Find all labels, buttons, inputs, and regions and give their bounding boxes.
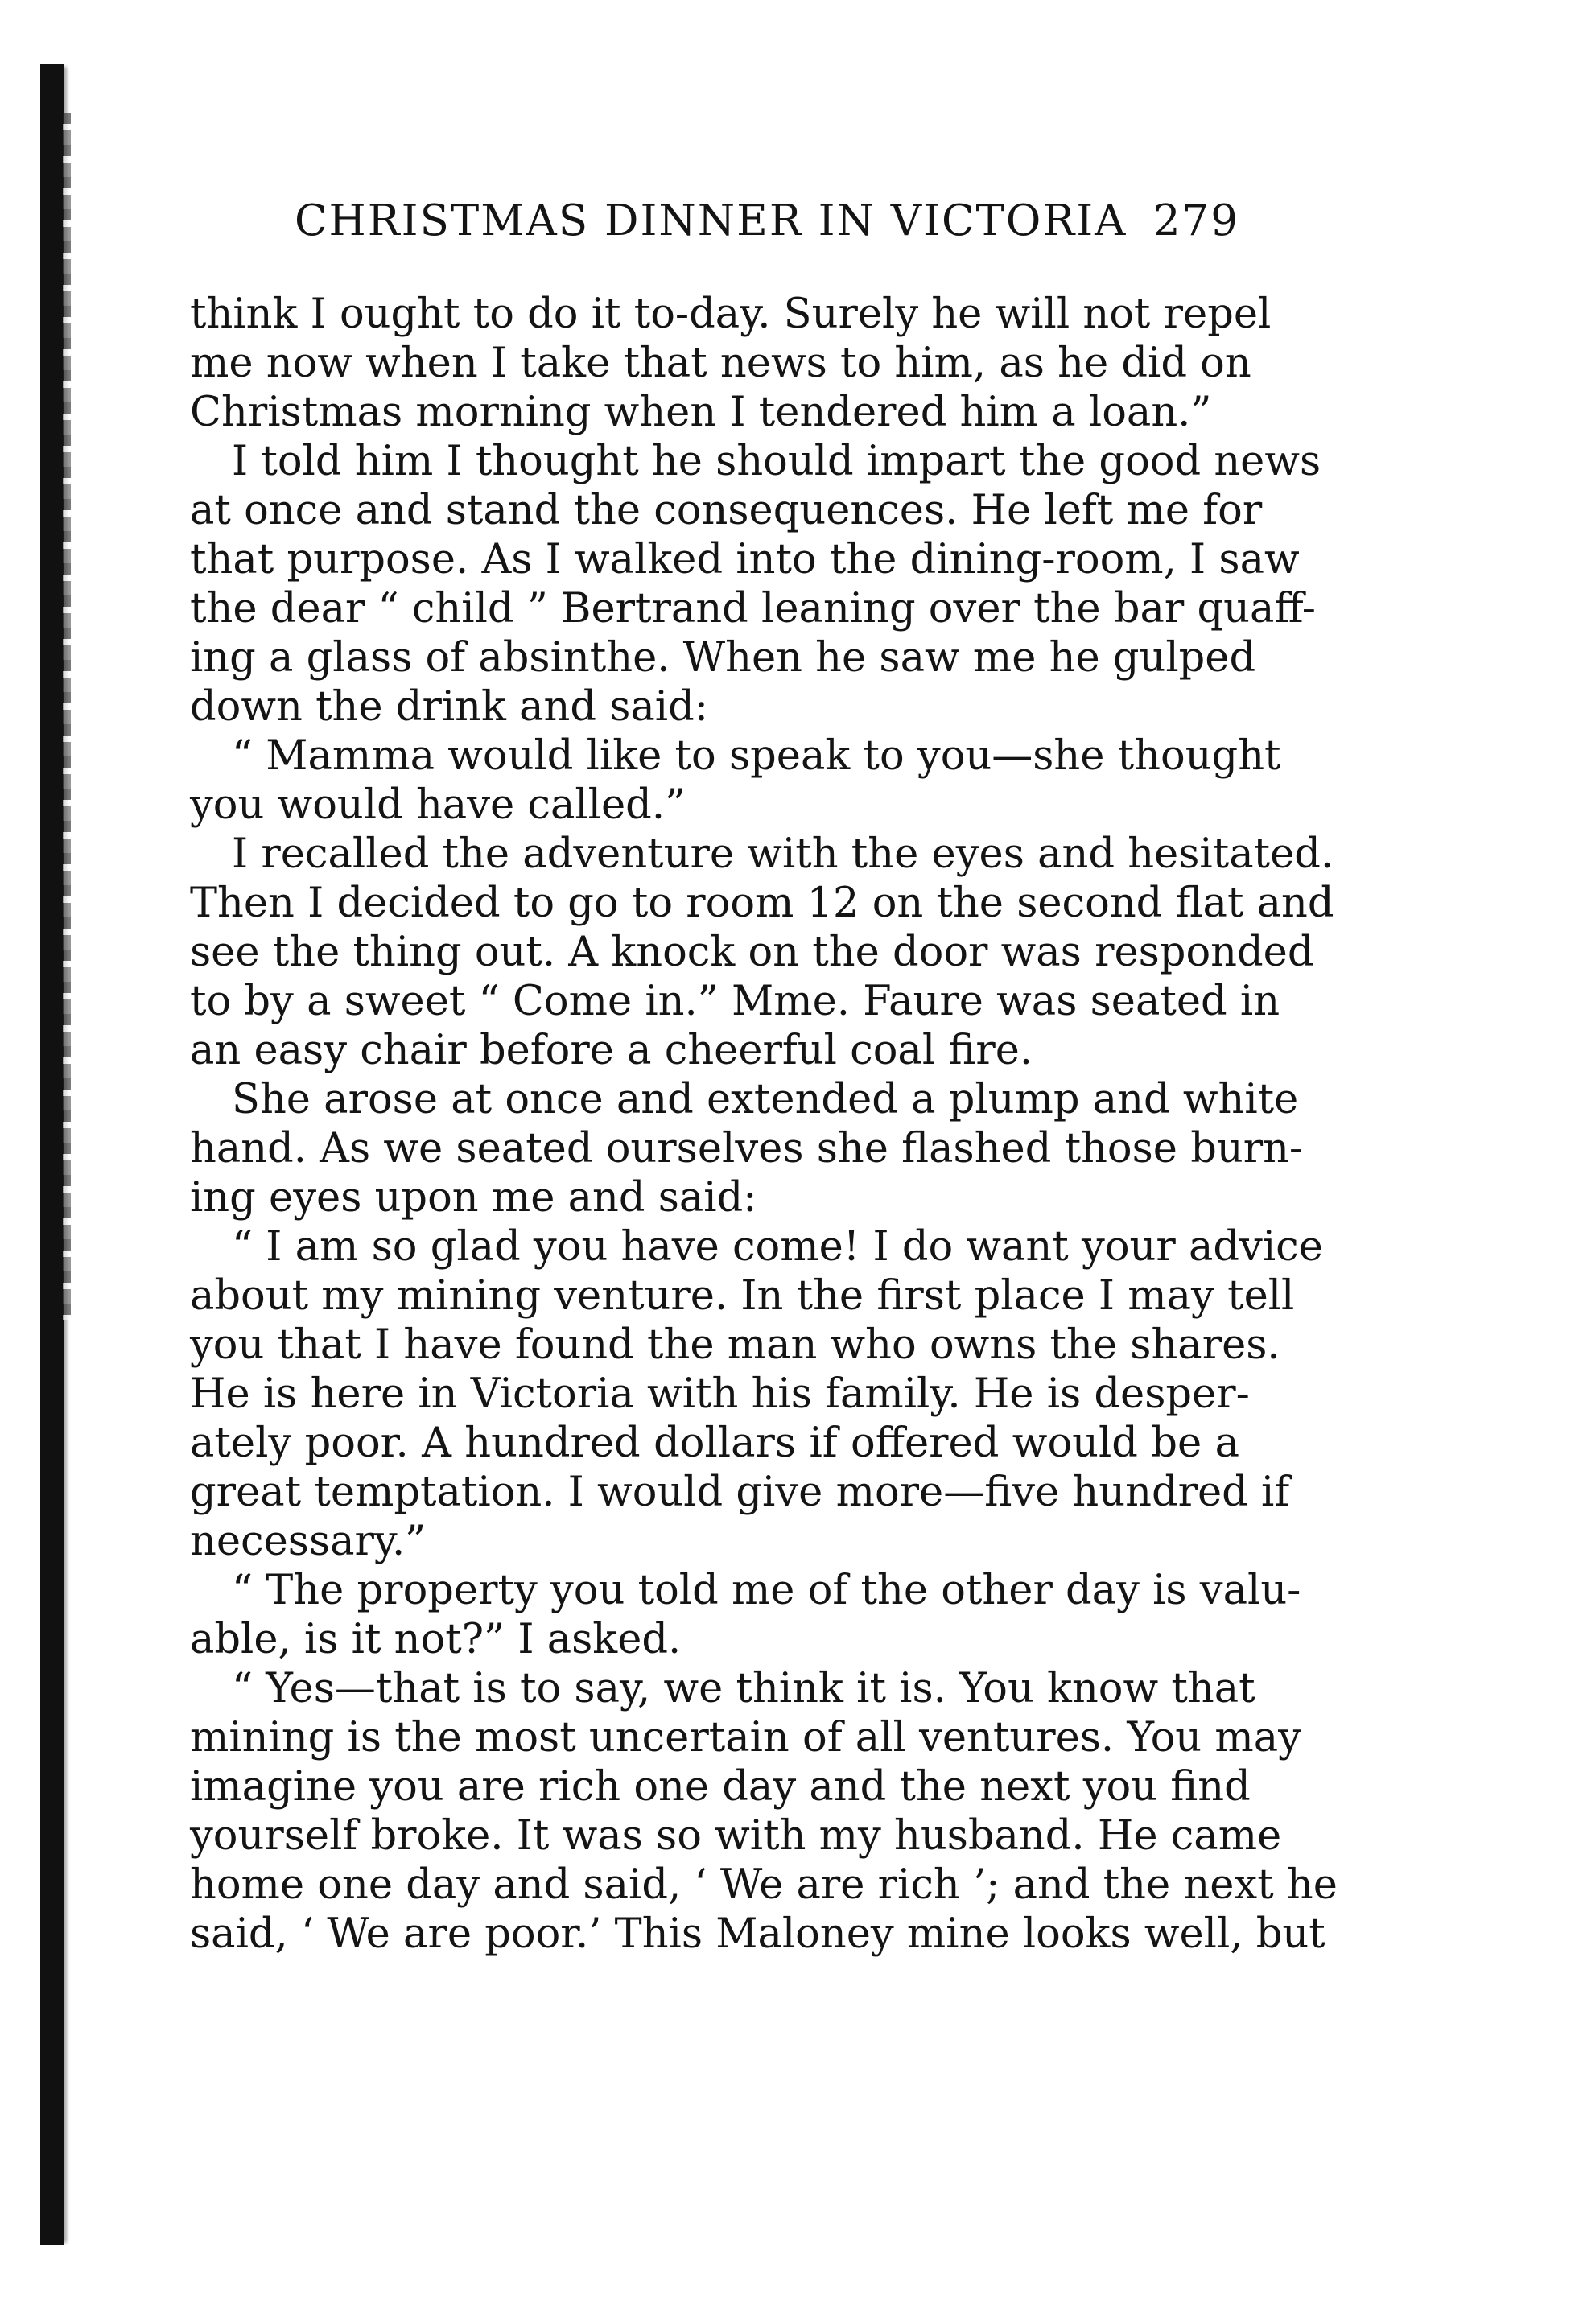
running-head bbox=[190, 193, 1239, 249]
text-line: I told him I thought he should impart the good news bbox=[232, 438, 1321, 485]
text-line: necessary.” bbox=[190, 1518, 427, 1565]
binding-edge-shadow bbox=[40, 64, 64, 2245]
text-line: think I ought to do it to-day. Surely he will not repel bbox=[190, 290, 1272, 338]
text-line: great temptation. I would give more—five hundred if bbox=[190, 1469, 1290, 1516]
text-line: “ Mamma would like to speak to you—she thought bbox=[232, 732, 1281, 780]
text-line: an easy chair before a cheerful coal fire. bbox=[190, 1027, 1033, 1074]
text-line: you that I have found the man who owns the shares. bbox=[190, 1321, 1280, 1369]
text-line: mining is the most uncertain of all ventures. You may bbox=[190, 1714, 1301, 1762]
text-line: Then I decided to go to room 12 on the second flat and bbox=[190, 880, 1334, 927]
text-line: ing a glass of absinthe. When he saw me he gulped bbox=[190, 634, 1256, 682]
text-line: imagine you are rich one day and the next you find bbox=[190, 1763, 1251, 1811]
text-line: hand. As we seated ourselves she flashed those burn- bbox=[190, 1125, 1304, 1172]
text-line: Christmas morning when I tendered him a loan.” bbox=[190, 389, 1212, 436]
text-line: “ I am so glad you have come! I do want your advice bbox=[232, 1223, 1323, 1271]
text-line: said, ‘ We are poor.’ This Maloney mine looks well, but bbox=[190, 1910, 1325, 1958]
text-line: that purpose. As I walked into the dining-room, I saw bbox=[190, 536, 1300, 583]
text-line: home one day and said, ‘ We are rich ’; and the next he bbox=[190, 1861, 1338, 1909]
body-text bbox=[190, 290, 1338, 1959]
text-line: I recalled the adventure with the eyes and hesitated. bbox=[232, 830, 1334, 878]
text-line: me now when I take that news to him, as he did on bbox=[190, 340, 1251, 387]
text-line: yourself broke. It was so with my husband. He came bbox=[190, 1812, 1282, 1860]
text-line: at once and stand the consequences. He left me for bbox=[190, 487, 1263, 534]
text-line: down the drink and said: bbox=[190, 683, 708, 731]
text-line: you would have called.” bbox=[190, 781, 686, 829]
running-head-title: CHRISTMAS DINNER IN VICTORIA bbox=[295, 196, 1128, 245]
text-line: ing eyes upon me and said: bbox=[190, 1174, 757, 1222]
page-number: 279 bbox=[1152, 196, 1239, 245]
text-line: able, is it not?” I asked. bbox=[190, 1616, 682, 1663]
text-line: “ Yes—that is to say, we think it is. You know that bbox=[232, 1665, 1255, 1712]
text-line: She arose at once and extended a plump and white bbox=[232, 1076, 1299, 1123]
text-line: “ The property you told me of the other day is valu- bbox=[232, 1567, 1301, 1614]
text-line: see the thing out. A knock on the door was responded bbox=[190, 929, 1314, 976]
text-line: He is here in Victoria with his family. He is desper- bbox=[190, 1370, 1250, 1418]
text-line: the dear “ child ” Bertrand leaning over the bar quaff- bbox=[190, 585, 1317, 633]
text-line: to by a sweet “ Come in.” Mme. Faure was seated in bbox=[190, 978, 1280, 1025]
text-line: about my mining venture. In the first place I may tell bbox=[190, 1272, 1295, 1320]
text-line: ately poor. A hundred dollars if offered would be a bbox=[190, 1420, 1239, 1467]
